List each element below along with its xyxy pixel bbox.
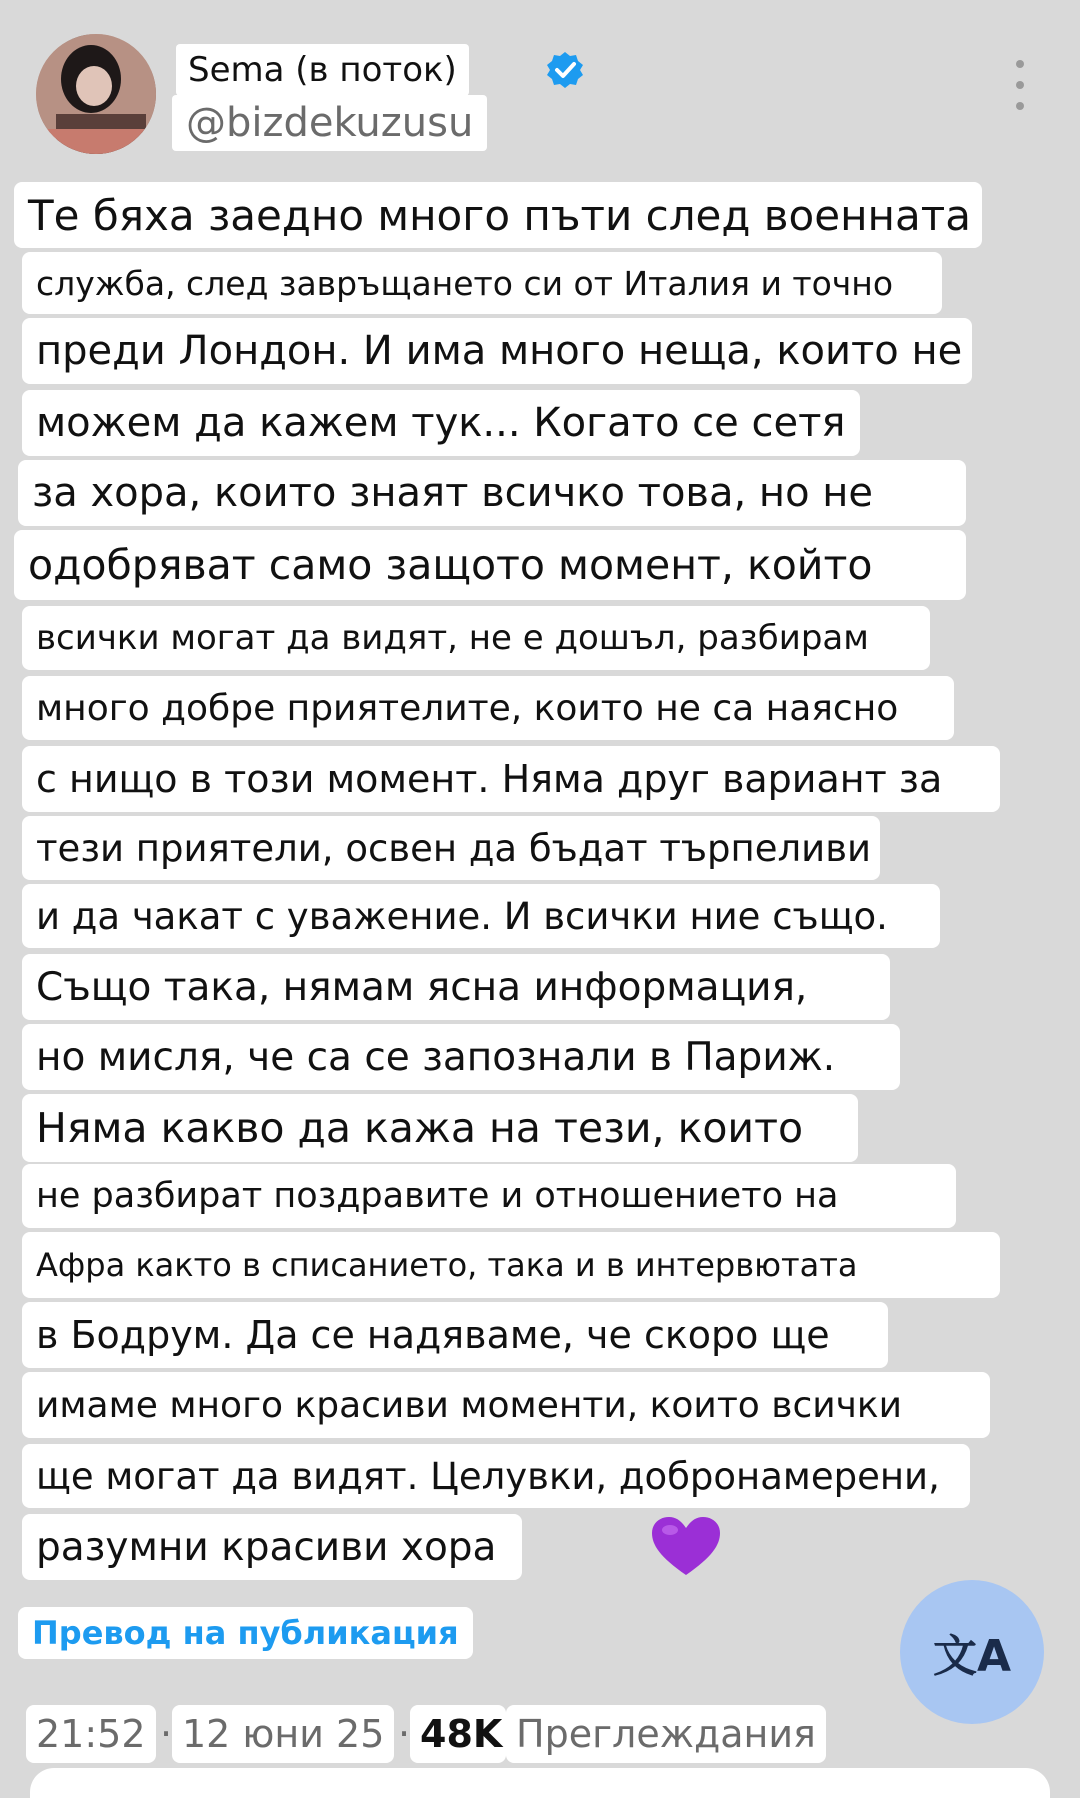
reply-bar[interactable] <box>30 1768 1050 1798</box>
verified-badge-icon <box>545 50 585 90</box>
post-date: 12 юни 25 <box>172 1705 394 1763</box>
views-count: 48K <box>410 1705 506 1763</box>
post-line: всички могат да видят, не е дошъл, разбирам <box>22 606 930 670</box>
post-line: Няма какво да кажа на тези, които <box>22 1094 858 1162</box>
views-label: Преглеждания <box>506 1705 826 1763</box>
post-line: и да чакат с уважение. И всички ние също. <box>22 884 940 948</box>
post-line: можем да кажем тук... Когато се сетя <box>22 390 860 456</box>
meta-separator: · <box>160 1712 173 1756</box>
post-line: Афра както в списанието, така и в интервютата <box>22 1232 1000 1298</box>
more-vertical-icon[interactable] <box>1005 60 1035 110</box>
purple-heart-emoji <box>650 1515 722 1579</box>
translate-button[interactable] <box>900 1580 1044 1724</box>
post-time: 21:52 <box>26 1705 156 1763</box>
author-handle[interactable]: @bizdekuzusu <box>172 95 487 151</box>
post-line: разумни красиви хора <box>22 1514 522 1580</box>
post-line: имаме много красиви моменти, които всички <box>22 1372 990 1438</box>
avatar[interactable] <box>36 34 156 154</box>
post-line: Те бяха заедно много пъти след военната <box>14 182 982 248</box>
meta-separator: · <box>398 1712 411 1756</box>
post-line: тези приятели, освен да бъдат търпеливи <box>22 816 880 880</box>
post-line: преди Лондон. И има много неща, които не <box>22 318 972 384</box>
post-line: одобряват само защото момент, който <box>14 530 966 600</box>
post-line: много добре приятелите, които не са наясно <box>22 676 954 740</box>
post-line: с нищо в този момент. Няма друг вариант за <box>22 746 1000 812</box>
post-line: за хора, които знаят всичко това, но не <box>18 460 966 526</box>
post-line: не разбират поздравите и отношението на <box>22 1164 956 1228</box>
post-line: Също така, нямам ясна информация, <box>22 954 890 1020</box>
post-line: но мисля, че са се запознали в Париж. <box>22 1024 900 1090</box>
translate-icon: 文A <box>932 1631 1012 1682</box>
post-line: в Бодрум. Да се надяваме, че скоро ще <box>22 1302 888 1368</box>
author-display-name[interactable]: Sema (в поток) <box>176 44 469 96</box>
post-line: ще могат да видят. Целувки, добронамерени, <box>22 1444 970 1508</box>
post-line: служба, след завръщането си от Италия и точно <box>22 252 942 314</box>
translate-post-link[interactable]: Превод на публикация <box>18 1607 473 1659</box>
